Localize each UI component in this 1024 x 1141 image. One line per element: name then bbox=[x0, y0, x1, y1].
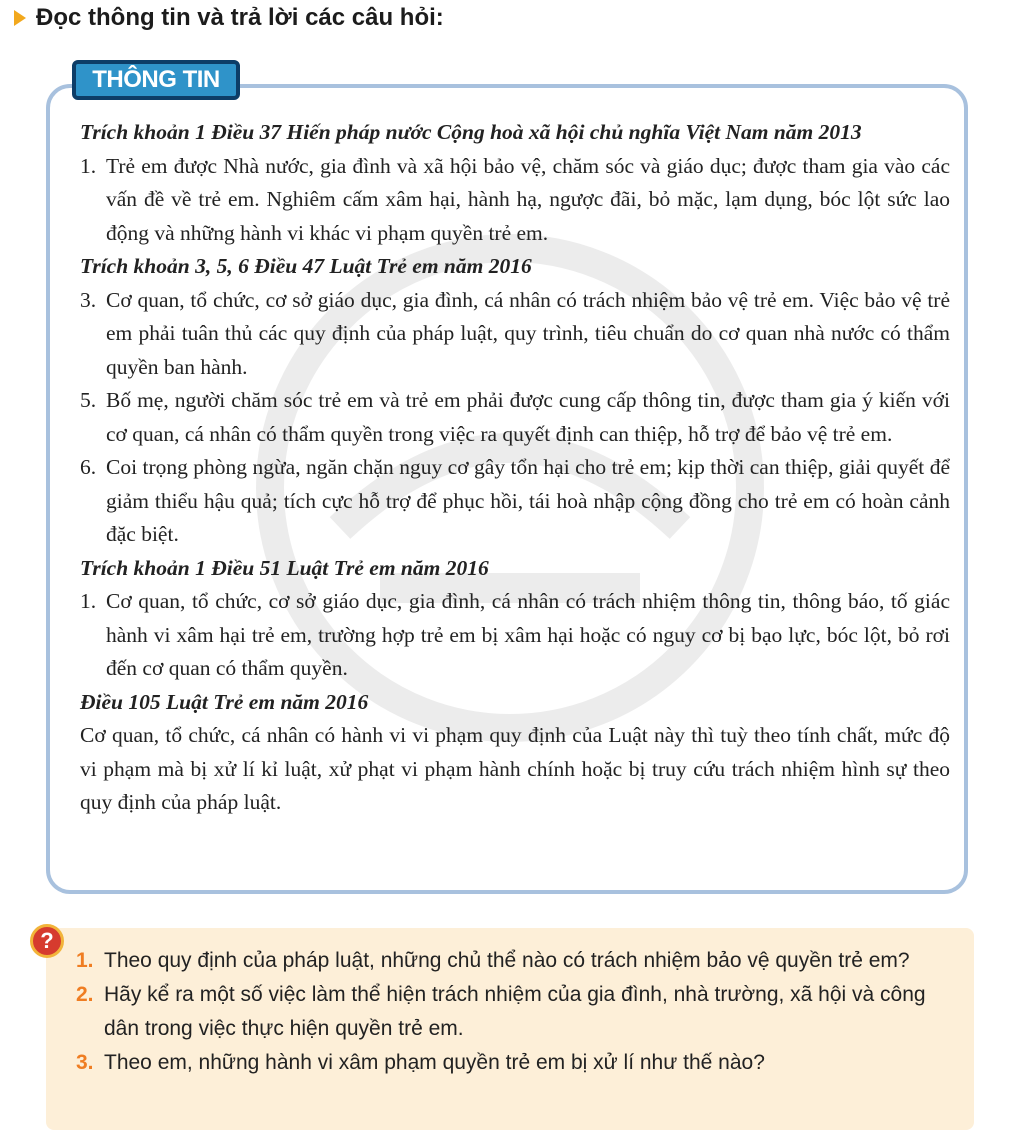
section-title: Trích khoản 1 Điều 37 Hiến pháp nước Cộng hoà xã hội chủ nghĩa Việt Nam năm 2013 bbox=[80, 120, 862, 144]
question-item bbox=[76, 1046, 956, 1080]
triangle-bullet-icon bbox=[14, 10, 26, 26]
question-number: 2. bbox=[76, 983, 94, 1006]
question-number: 3. bbox=[76, 1051, 94, 1074]
question-number: 1. bbox=[76, 949, 94, 972]
item-text: Cơ quan, tổ chức, cơ sở giáo dục, gia đình, cá nhân có trách nhiệm thông tin, thông báo, tố giác hành vi xâm hại trẻ em, trường hợp trẻ em bị xâm hại hoặc có nguy cơ bị bạo lực, bóc lột, bỏ rơi đến cơ quan có thẩm quyền. bbox=[106, 589, 950, 680]
item-number: 1. bbox=[80, 589, 97, 613]
item-number: 6. bbox=[80, 455, 97, 479]
item-number: 1. bbox=[80, 153, 97, 178]
question-item bbox=[76, 944, 956, 978]
question-text: Hãy kể ra một số việc làm thể hiện trách nhiệm của gia đình, nhà trường, xã hội và công dân trong việc thực hiện quyền trẻ em. bbox=[104, 983, 926, 1040]
info-label-badge bbox=[72, 60, 240, 100]
info-content bbox=[80, 116, 950, 820]
item-text: Trẻ em được Nhà nước, gia đình và xã hội bảo vệ, chăm sóc và giáo dục; được tham gia vào các vấn đề về trẻ em. Nghiêm cấm xâm hại, hành hạ, ngược đãi, bỏ mặc, lạm dụng, bóc lột sức lao động và những hành vi khác vi phạm quyền trẻ em. bbox=[106, 153, 950, 245]
list-item bbox=[80, 284, 950, 385]
page-title: Đọc thông tin và trả lời các câu hỏi: bbox=[36, 4, 444, 31]
question-mark-icon bbox=[30, 924, 64, 958]
question-list bbox=[76, 944, 956, 1080]
item-text: Bố mẹ, người chăm sóc trẻ em và trẻ em phải được cung cấp thông tin, được tham gia ý kiến với cơ quan, cá nhân có thẩm quyền trong việc ra quyết định can thiệp, hỗ trợ để bảo vệ trẻ em. bbox=[106, 388, 950, 446]
item-number: 3. bbox=[80, 287, 97, 312]
item-text: Coi trọng phòng ngừa, ngăn chặn nguy cơ gây tổn hại cho trẻ em; kịp thời can thiệp, giải quyết để giảm thiểu hậu quả; tích cực hỗ trợ để phục hồi, tái hoà nhập cộng đồng cho trẻ em có hoàn cảnh đặc biệt. bbox=[106, 455, 950, 546]
list-item bbox=[80, 384, 950, 451]
section-title: Trích khoản 3, 5, 6 Điều 47 Luật Trẻ em năm 2016 bbox=[80, 254, 532, 278]
section-title: Trích khoản 1 Điều 51 Luật Trẻ em năm 2016 bbox=[80, 555, 489, 580]
list-item bbox=[80, 451, 950, 552]
item-number: 5. bbox=[80, 388, 97, 412]
activity-heading bbox=[14, 4, 444, 32]
list-item bbox=[80, 585, 950, 686]
list-item bbox=[80, 150, 950, 251]
section-title: Điều 105 Luật Trẻ em năm 2016 bbox=[80, 689, 369, 714]
question-mark-glyph: ? bbox=[40, 928, 54, 953]
item-text: Cơ quan, tổ chức, cơ sở giáo dục, gia đình, cá nhân có trách nhiệm bảo vệ trẻ em. Việc bảo vệ trẻ em phải tuân thủ các quy định của pháp luật, quy trình, tiêu chuẩn do cơ quan nhà nước có thẩm quyền ban hành. bbox=[106, 287, 950, 379]
question-text: Theo quy định của pháp luật, những chủ thể nào có trách nhiệm bảo vệ quyền trẻ em? bbox=[104, 949, 910, 972]
info-panel bbox=[46, 84, 968, 894]
question-panel bbox=[46, 928, 974, 1130]
info-label: THÔNG TIN bbox=[92, 66, 220, 93]
question-item bbox=[76, 978, 956, 1046]
paragraph-text: Cơ quan, tổ chức, cá nhân có hành vi vi phạm quy định của Luật này thì tuỳ theo tính chất, mức độ vi phạm mà bị xử lí kỉ luật, xử phạt vi phạm hành chính hoặc bị truy cứu trách nhiệm hình sự theo quy định của pháp luật. bbox=[80, 723, 950, 814]
question-text: Theo em, những hành vi xâm phạm quyền trẻ em bị xử lí như thế nào? bbox=[104, 1051, 765, 1074]
